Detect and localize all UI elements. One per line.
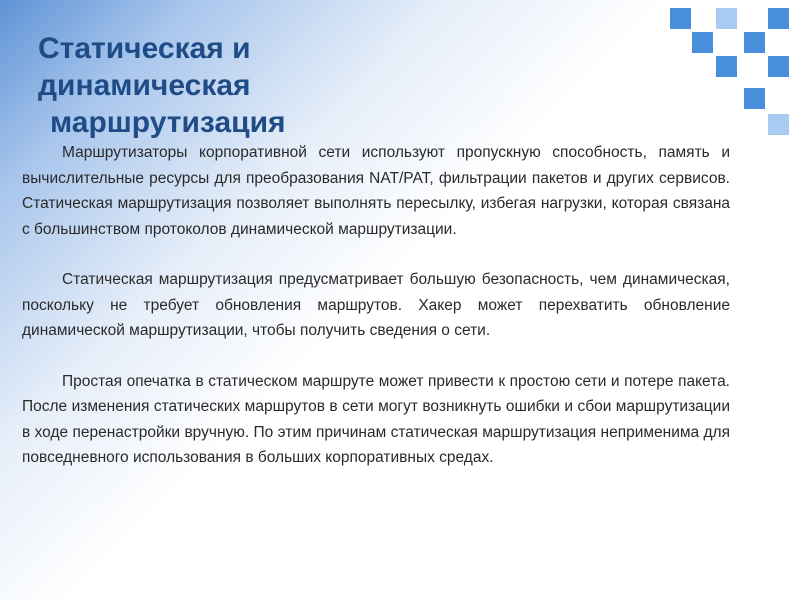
deco-square [670,8,691,29]
deco-square [716,8,737,29]
slide-body [22,140,730,496]
deco-square [716,56,737,77]
paragraph-3: Простая опечатка в статическом маршруте может привести к простою сети и потере пакета. После изменения статических маршрутов в сети могут возникнуть ошибки и сбои маршрутизации в ходе перенастройки вручную. По этим причинам статическая маршрутизация неприменима для повседневного использования в больших корпоративных средах. [22,372,730,466]
deco-square [768,8,789,29]
deco-square [768,114,789,135]
slide-title [38,30,286,141]
deco-square [744,32,765,53]
deco-square [768,56,789,77]
paragraph-1: Маршрутизаторы корпоративной сети используют пропускную способность, память и вычислительные ресурсы для преобразования NAT/PAT, фильтрации пакетов и других сервисов. Статическая маршрутизация позволяет выполнять пересылку, избегая нагрузки, которая связана с большинством протоколов динамической маршрутизации. [22,144,730,238]
paragraph-2: Статическая маршрутизация предусматривает большую безопасность, чем динамическая, поскольку не требует обновления маршрутов. Хакер может перехватить обновление динамической маршрутизации, чтобы получить сведения о сети. [22,271,730,339]
deco-square [692,32,713,53]
deco-square [744,88,765,109]
title-line-1: Статическая и [38,32,251,65]
title-line-3: маршрутизация [50,106,286,139]
title-line-2: динамическая [38,69,251,102]
